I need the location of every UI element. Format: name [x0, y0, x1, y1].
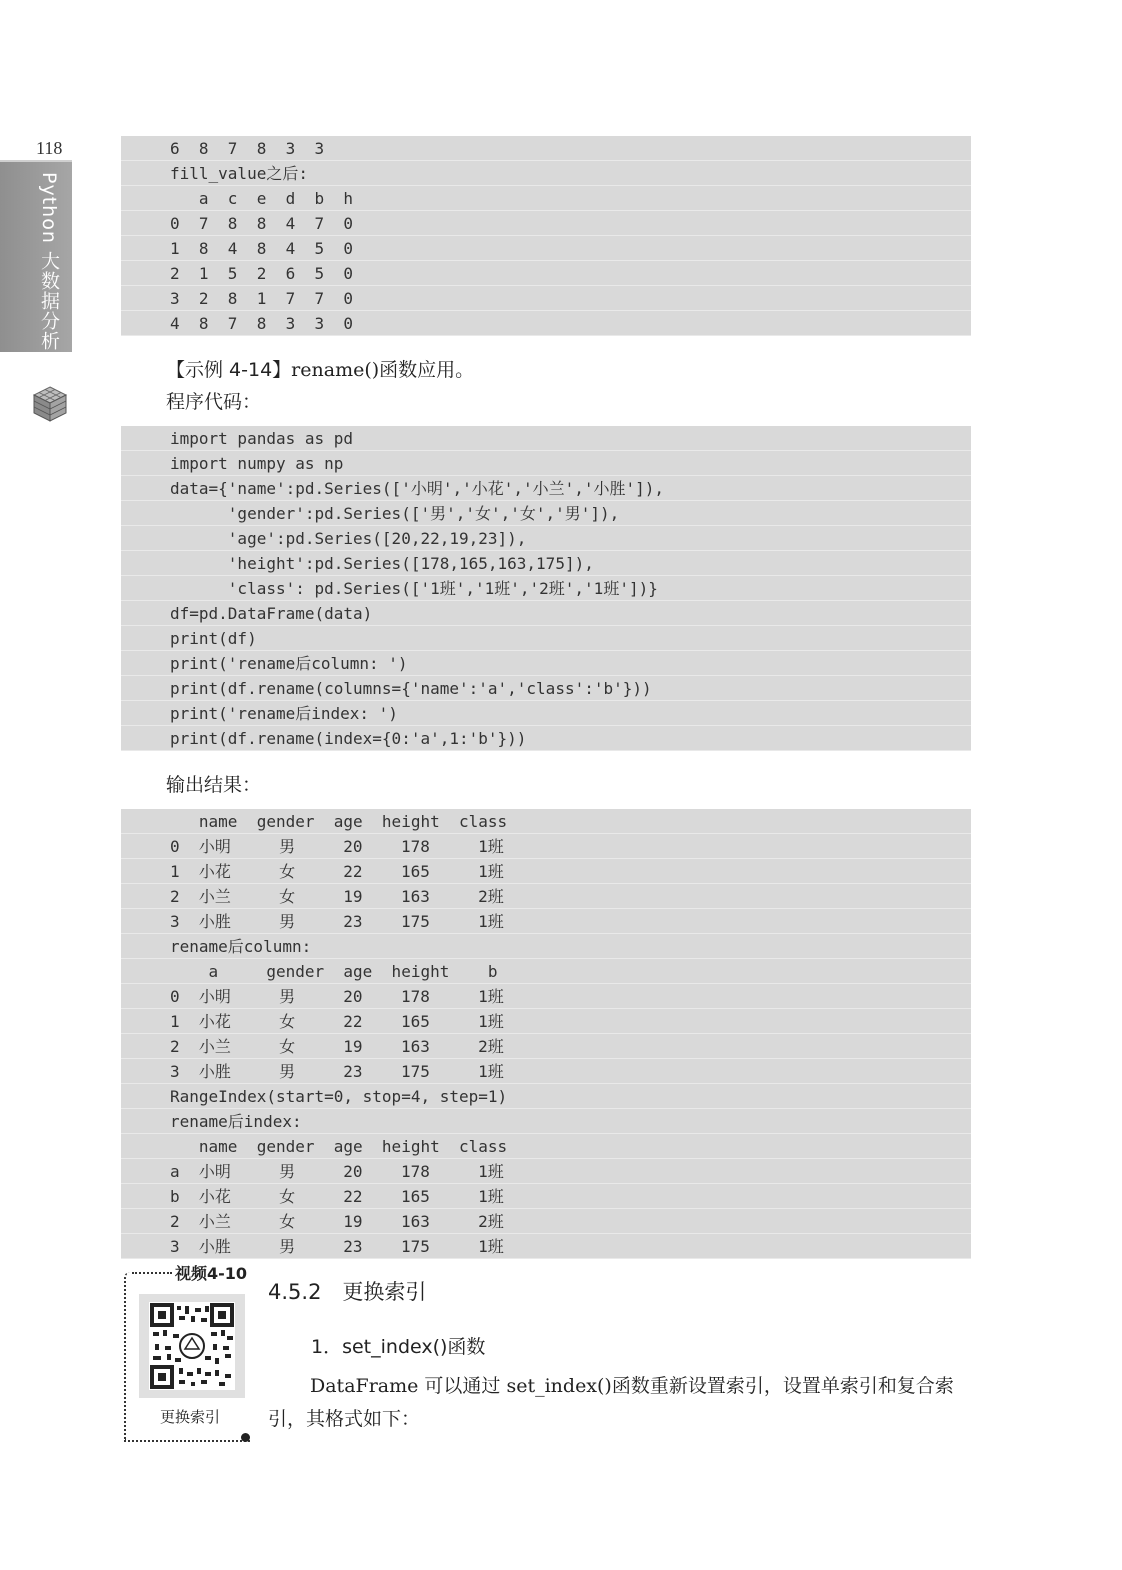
code-line: 4 8 7 8 3 3 0	[121, 311, 971, 336]
example-label: 【示例 4-14】	[166, 359, 292, 381]
video-label: 视频4-10	[175, 1264, 248, 1283]
code-line: print('rename后column: ')	[121, 651, 971, 676]
code-line: 1 8 4 8 4 5 0	[121, 236, 971, 261]
rubiks-cube-icon	[30, 384, 70, 424]
section-heading: 4.5.2 更换索引	[268, 1280, 427, 1304]
code-line: 1 小花 女 22 165 1班	[121, 859, 971, 884]
code-line: print(df.rename(columns={'name':'a','class':'b'}))	[121, 676, 971, 701]
code-block-fill-value-output	[121, 136, 971, 336]
code-line: 'class': pd.Series(['1班','1班','2班','1班'])}	[121, 576, 971, 601]
code-line: 'age':pd.Series([20,22,19,23]),	[121, 526, 971, 551]
qr-code-icon	[139, 1294, 245, 1398]
code-line: print('rename后index: ')	[121, 701, 971, 726]
code-line: 2 小兰 女 19 163 2班	[121, 1034, 971, 1059]
output-label: 输出结果：	[166, 774, 262, 796]
code-line: 'gender':pd.Series(['男','女','女','男']),	[121, 501, 971, 526]
code-line: print(df)	[121, 626, 971, 651]
code-line: b 小花 女 22 165 1班	[121, 1184, 971, 1209]
video-caption: 更换索引	[160, 1408, 221, 1426]
code-line: print(df.rename(index={0:'a',1:'b'}))	[121, 726, 971, 751]
video-box-border	[132, 1272, 172, 1274]
code-line: 6 8 7 8 3 3	[121, 136, 971, 161]
code-line: 3 小胜 男 23 175 1班	[121, 909, 971, 934]
code-line: 2 1 5 2 6 5 0	[121, 261, 971, 286]
code-line: rename后column:	[121, 934, 971, 959]
code-line: df=pd.DataFrame(data)	[121, 601, 971, 626]
subsection-heading: 1．set_index()函数	[311, 1336, 486, 1358]
section-paragraph: DataFrame 可以通过 set_index()函数重新设置索引，设置单索引和复合索引，其格式如下：	[268, 1375, 954, 1430]
page-number: 118	[36, 138, 63, 158]
example-description: rename()函数应用。	[291, 359, 475, 381]
code-line: 2 小兰 女 19 163 2班	[121, 884, 971, 909]
code-line: rename后index:	[121, 1109, 971, 1134]
code-line: 2 小兰 女 19 163 2班	[121, 1209, 971, 1234]
code-line: a c e d b h	[121, 186, 971, 211]
code-line: fill_value之后:	[121, 161, 971, 186]
code-line: import numpy as np	[121, 451, 971, 476]
code-line: a gender age height b	[121, 959, 971, 984]
code-line: 0 小明 男 20 178 1班	[121, 834, 971, 859]
code-line: 3 2 8 1 7 7 0	[121, 286, 971, 311]
example-title	[166, 355, 474, 382]
book-title-vertical: Python 大数据分析	[38, 172, 60, 351]
code-line: RangeIndex(start=0, stop=4, step=1)	[121, 1084, 971, 1109]
code-line: 3 小胜 男 23 175 1班	[121, 1059, 971, 1084]
video-box-end-dot	[241, 1433, 250, 1442]
code-line: 1 小花 女 22 165 1班	[121, 1009, 971, 1034]
code-line: 'height':pd.Series([178,165,163,175]),	[121, 551, 971, 576]
program-code-label: 程序代码：	[166, 391, 262, 413]
code-line: name gender age height class	[121, 809, 971, 834]
qr-code[interactable]	[139, 1294, 245, 1398]
code-line: data={'name':pd.Series(['小明','小花','小兰','小胜']),	[121, 476, 971, 501]
code-block-output	[121, 809, 971, 1259]
code-line: 0 小明 男 20 178 1班	[121, 984, 971, 1009]
code-line: a 小明 男 20 178 1班	[121, 1159, 971, 1184]
code-line: import pandas as pd	[121, 426, 971, 451]
code-line: 3 小胜 男 23 175 1班	[121, 1234, 971, 1259]
code-line: 0 7 8 8 4 7 0	[121, 211, 971, 236]
code-block-program	[121, 426, 971, 751]
code-line: name gender age height class	[121, 1134, 971, 1159]
